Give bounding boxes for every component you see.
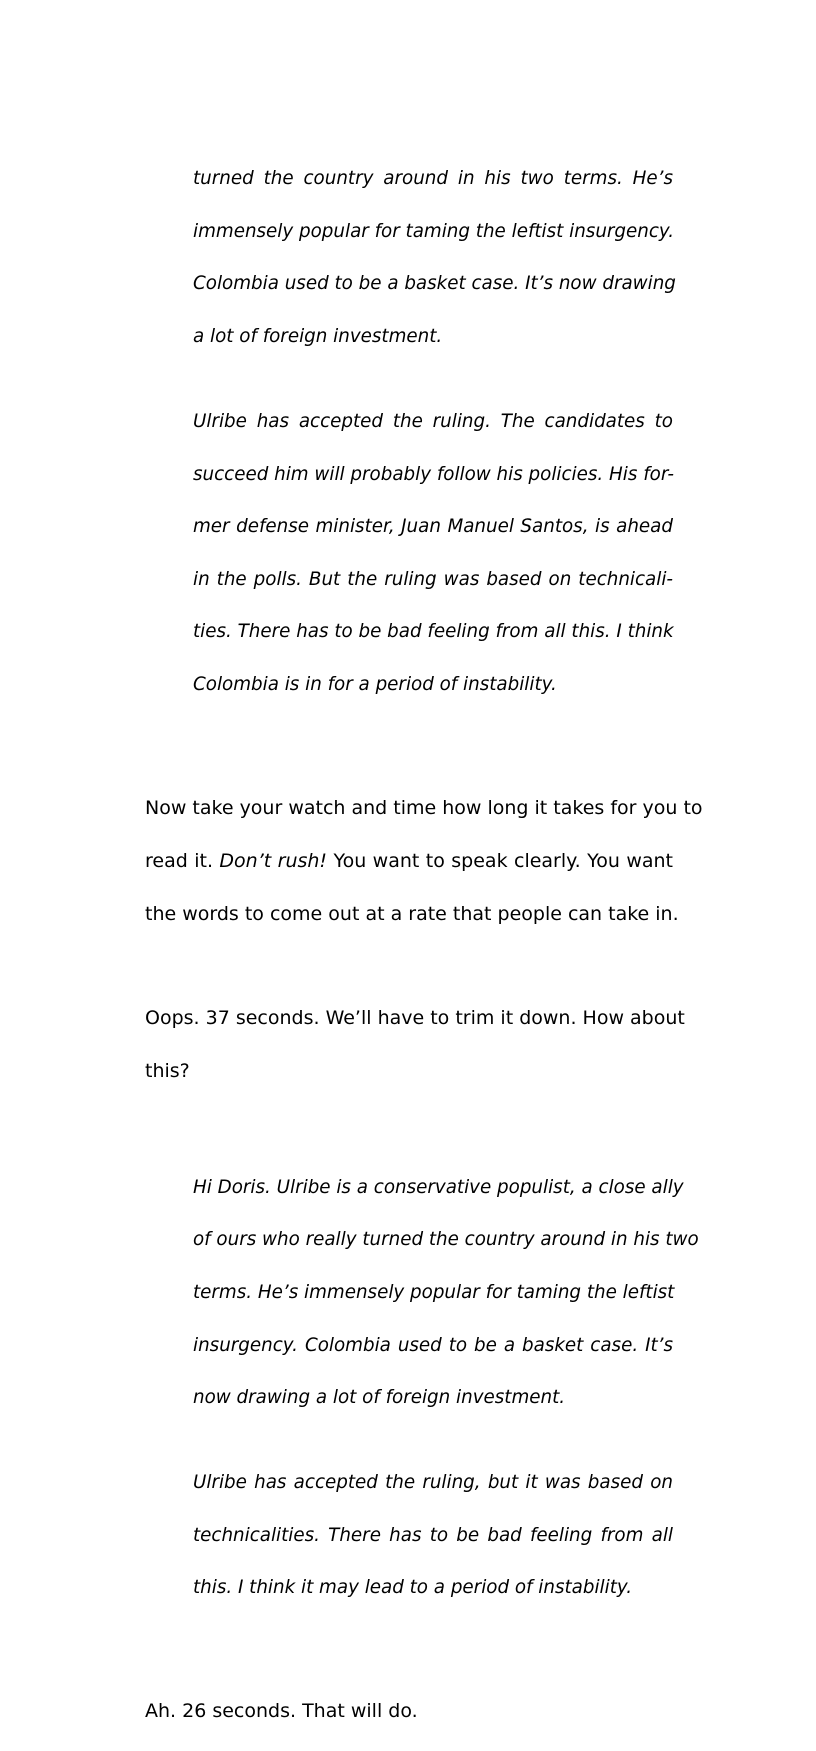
quote-paragraph [193, 140, 676, 377]
text-line: insurgency. Colombia used to be a basket case. It’s [193, 1334, 673, 1356]
text-line: of ours who really turned the country around in his two [193, 1229, 699, 1251]
text-line: Ah. 26 seconds. That will do. [145, 1700, 418, 1723]
text-line: succeed him will probably follow his policies. His for- [193, 463, 674, 485]
text-line: now drawing a lot of foreign investment. [193, 1387, 566, 1409]
text-run: You want to speak clearly. You want [327, 850, 674, 873]
text-run: read it. [145, 850, 220, 873]
block-quote-first-draft [193, 140, 676, 725]
emphasis-dont-rush: Don’t rush! [219, 850, 328, 873]
text-line: technicalities. There has to be bad feeling from all [193, 1524, 673, 1546]
text-line: a lot of foreign investment. [193, 326, 443, 348]
text-line: this? [145, 1059, 190, 1082]
text-line: Colombia used to be a basket case. It’s now drawing [193, 273, 676, 295]
document-page [145, 140, 703, 1751]
body-paragraph-timing [145, 769, 703, 955]
text-line [145, 848, 673, 875]
text-line: Oops. 37 seconds. We’ll have to trim it down. How about [145, 1006, 685, 1029]
text-line: terms. He’s immensely popular for taming the leftist [193, 1282, 675, 1304]
quote-paragraph [193, 1149, 699, 1438]
body-paragraph-conclusion [145, 1672, 673, 1751]
text-line: immensely popular for taming the leftist insurgency. [193, 220, 675, 242]
text-line: Ulribe has accepted the ruling. The candidates to [193, 410, 673, 432]
text-line: Colombia is in for a period of instability. [193, 673, 557, 695]
text-line: the words to come out at a rate that people can take in. [145, 903, 679, 926]
text-line: Hi Doris. Ulribe is a conservative populist, a close ally [193, 1176, 684, 1198]
text-line: turned the country around in his two terms. He’s [193, 168, 673, 190]
text-line: ties. There has to be bad feeling from all this. I think [193, 621, 674, 643]
body-paragraph-oops [145, 978, 685, 1111]
text-line: Ulribe has accepted the ruling, but it was based on [193, 1472, 673, 1494]
text-line: this. I think it may lead to a period of instability. [193, 1577, 633, 1599]
text-line: in the polls. But the ruling was based on technicali- [193, 568, 673, 590]
text-line: Now take your watch and time how long it takes for you to [145, 797, 703, 820]
text-line: mer defense minister, Juan Manuel Santos, is ahead [193, 516, 673, 538]
block-quote-trimmed-draft [193, 1149, 699, 1628]
quote-paragraph [193, 383, 673, 725]
quote-paragraph [193, 1444, 673, 1628]
